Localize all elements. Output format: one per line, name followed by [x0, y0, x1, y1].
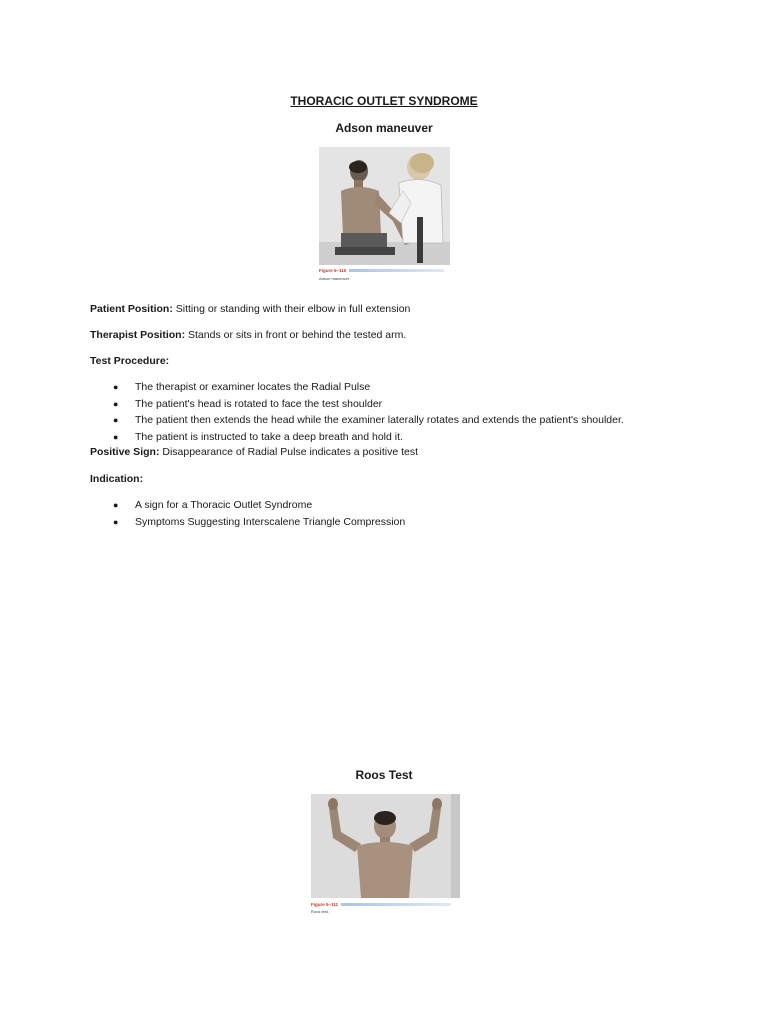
indication-label: Indication: [90, 473, 140, 485]
test-procedure-heading: Test Procedure:: [90, 355, 170, 367]
therapist-position-text: Stands or sits in front or behind the tested arm.: [188, 329, 407, 341]
list-item: ● The patient's head is rotated to face the test shoulder: [113, 396, 624, 413]
adson-figure-caption: Adson maneuver.: [319, 276, 351, 281]
roos-figure: [311, 794, 460, 926]
positive-sign: Positive Sign: Disappearance of Radial Pulse indicates a positive test: [90, 446, 419, 458]
roos-heading: Roos Test: [355, 768, 413, 782]
adson-caption-rule: [349, 269, 444, 272]
test-procedure-list: [113, 379, 624, 445]
list-item: ● The patient then extends the head while the examiner laterally rotates and extends the patient's shoulder.: [113, 412, 624, 429]
list-item: ● The therapist or examiner locates the Radial Pulse: [113, 379, 624, 396]
indication-list: [113, 497, 405, 530]
list-item: ● Symptoms Suggesting Interscalene Triangle Compression: [113, 514, 405, 531]
adson-photo: [319, 147, 450, 265]
test-procedure-label: Test Procedure: [90, 355, 166, 367]
roos-caption-rule: [341, 903, 451, 906]
roos-photo: [311, 794, 460, 898]
list-item: ● A sign for a Thoracic Outlet Syndrome: [113, 497, 405, 514]
therapist-position-label: Therapist Position: [90, 329, 182, 341]
bullet-icon: ●: [113, 398, 119, 409]
indication-heading: Indication:: [90, 473, 144, 485]
list-item: ● The patient is instructed to take a deep breath and hold it.: [113, 429, 624, 446]
bullet-icon: ●: [113, 500, 119, 510]
adson-heading: Adson maneuver: [335, 121, 433, 135]
positive-sign-label: Positive Sign: [90, 446, 156, 458]
bullet-icon: ●: [113, 516, 119, 527]
bullet-icon: ●: [113, 382, 119, 392]
positive-sign-text: Disappearance of Radial Pulse indicates a positive test: [162, 446, 419, 458]
roos-figure-number: Figure 5–111: [311, 902, 339, 907]
roos-figure-caption: Roos test.: [311, 909, 330, 914]
patient-position: Patient Position: Sitting or standing with their elbow in full extension: [90, 303, 411, 315]
adson-figure: [319, 147, 450, 285]
adson-caption-row: [319, 268, 450, 273]
patient-position-text: Sitting or standing with their elbow in full extension: [175, 303, 411, 315]
roos-caption-row: [311, 902, 460, 907]
adson-figure-number: Figure 5–110: [319, 268, 347, 273]
therapist-position: Therapist Position: Stands or sits in front or behind the tested arm.: [90, 329, 407, 341]
document-title: THORACIC OUTLET SYNDROME: [290, 94, 478, 108]
bullet-icon: ●: [113, 415, 119, 425]
adson-illustration: [319, 147, 450, 265]
roos-illustration: [311, 794, 460, 898]
patient-position-label: Patient Position: [90, 303, 170, 315]
bullet-icon: ●: [113, 431, 119, 442]
